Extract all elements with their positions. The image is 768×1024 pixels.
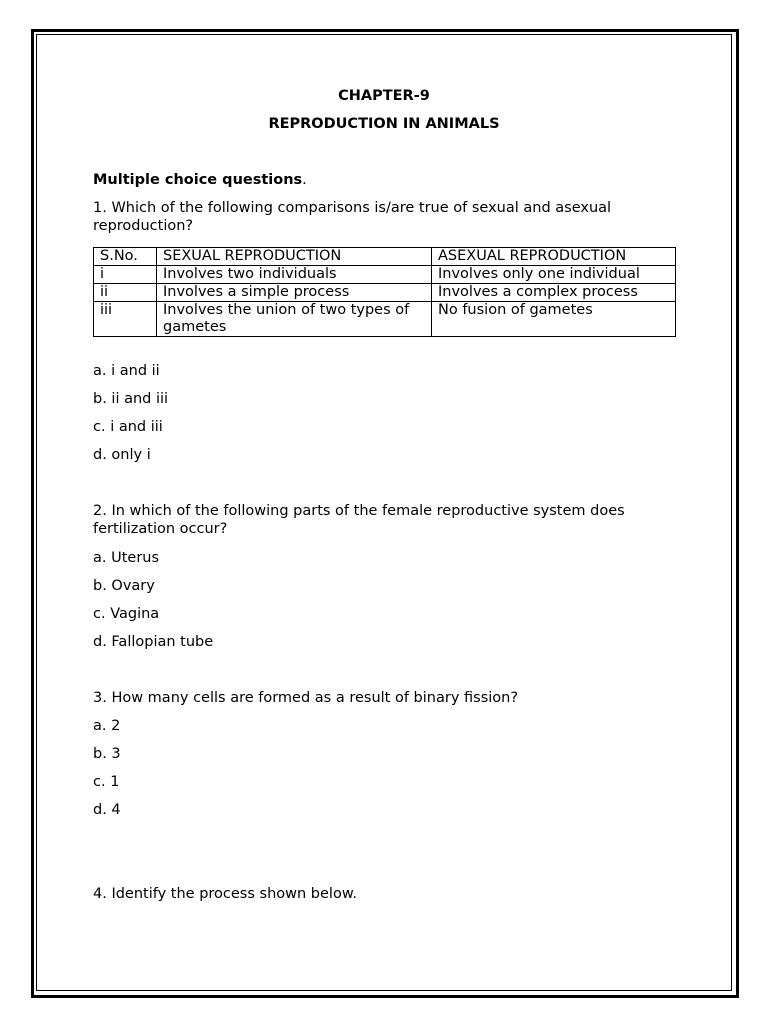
table-row	[94, 302, 676, 337]
table-cell: Involves two individuals	[157, 266, 432, 284]
q1-option-c: c. i and iii	[93, 419, 163, 435]
comparison-table	[93, 247, 676, 337]
q2-option-d: d. Fallopian tube	[93, 634, 214, 650]
section-heading	[93, 171, 307, 189]
section-heading-suffix: .	[302, 172, 307, 188]
q3-option-c: c. 1	[93, 774, 120, 790]
table-cell: No fusion of gametes	[432, 302, 676, 337]
question-3: 3. How many cells are formed as a result of binary fission?	[93, 690, 519, 706]
table-cell: Involves the union of two types of gametes	[157, 302, 432, 337]
table-header-cell: S.No.	[94, 248, 157, 266]
table-cell: Involves a complex process	[432, 284, 676, 302]
q3-option-d: d. 4	[93, 802, 121, 818]
table-cell: i	[94, 266, 157, 284]
question-4: 4. Identify the process shown below.	[93, 886, 357, 902]
table-cell: iii	[94, 302, 157, 337]
table-header-row	[94, 248, 676, 266]
question-2: 2. In which of the following parts of the female reproductive system does fertilization occur?	[93, 503, 625, 537]
table-row	[94, 284, 676, 302]
q1-option-a: a. i and ii	[93, 363, 160, 379]
table-header-cell: SEXUAL REPRODUCTION	[157, 248, 432, 266]
q2-option-a: a. Uterus	[93, 550, 160, 566]
table-header-cell: ASEXUAL REPRODUCTION	[432, 248, 676, 266]
q2-option-c: c. Vagina	[93, 606, 160, 622]
q1-option-b: b. ii and iii	[93, 391, 169, 407]
table-cell: ii	[94, 284, 157, 302]
table-cell: Involves a simple process	[157, 284, 432, 302]
q3-option-a: a. 2	[93, 718, 121, 734]
chapter-title: REPRODUCTION IN ANIMALS	[268, 116, 500, 132]
q3-option-b: b. 3	[93, 746, 121, 762]
q1-option-d: d. only i	[93, 447, 151, 463]
section-heading-text: Multiple choice questions	[93, 172, 303, 188]
q2-option-b: b. Ovary	[93, 578, 155, 594]
table-row	[94, 266, 676, 284]
chapter-number: CHAPTER-9	[338, 88, 430, 104]
question-1: 1. Which of the following comparisons is/are true of sexual and asexual reproduction?	[93, 200, 612, 234]
table-cell: Involves only one individual	[432, 266, 676, 284]
